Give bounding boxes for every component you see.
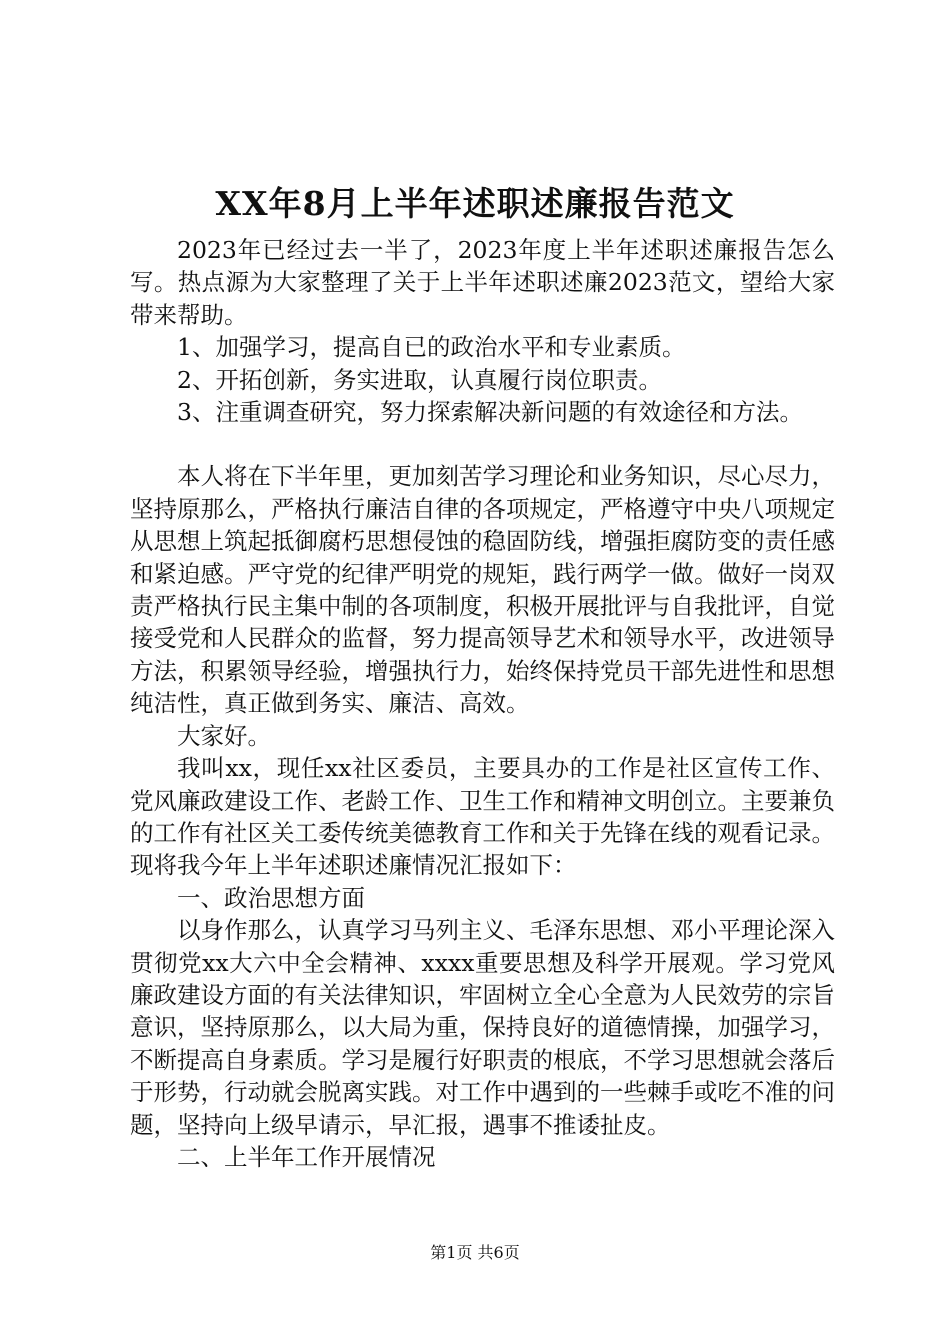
list-item: 3、注重调查研究，努力探索解决新问题的有效途径和方法。 <box>177 398 803 427</box>
section-body-political: 以身作那么，认真学习马列主义、毛泽东思想、邓小平理论深入贯彻党xx大六中全会精神、xxxx重要思想及科学开展观。学习党风廉政建设方面的有关法律知识，牢固树立全心全意为人民效劳的宗旨意识，坚持原那么，以大局为重，保持良好的道德情操，加强学习，不断提高自身素质。学习是履行好职责的根底，不学习思想就会落后于形势，行动就会脱离实践。对工作中遇到的一些棘手或吃不准的问题，坚持向上级早请示，早汇报，遇事不推诿扯皮。 <box>130 916 835 1139</box>
paragraph-spacer <box>130 428 835 460</box>
self-intro-paragraph: 我叫xx，现任xx社区委员，主要具办的工作是社区宣传工作、党风廉政建设工作、老龄工作、卫生工作和精神文明创立。主要兼负的工作有社区关工委传统美德教育工作和关于先锋在线的观看记录。现将我今年上半年述职述廉情况汇报如下： <box>130 754 835 880</box>
document-title: XX年8月上半年述职述廉报告范文 <box>215 184 735 223</box>
intro-paragraph: 2023年已经过去一半了，2023年度上半年述职述廉报告怎么写。热点源为大家整理了关于上半年述职述廉2023范文，望给大家带来帮助。 <box>130 236 835 329</box>
list-item: 2、开拓创新，务实进取，认真履行岗位职责。 <box>177 365 662 394</box>
commitment-paragraph: 本人将在下半年里，更加刻苦学习理论和业务知识，尽心尽力，坚持原那么，严格执行廉洁自律的各项规定，严格遵守中央八项规定从思想上筑起抵御腐朽思想侵蚀的稳固防线，增强拒腐防变的责任感和紧迫感。严守党的纪律严明党的规矩，践行两学一做。做好一岗双责严格执行民主集中制的各项制度，积极开展批评与自我批评，自觉接受党和人民群众的监督，努力提高领导艺术和领导水平，改进领导方法，积累领导经验，增强执行力，始终保持党员干部先进性和思想纯洁性，真正做到务实、廉洁、高效。 <box>130 462 835 718</box>
document-body <box>130 234 835 1173</box>
greeting-paragraph: 大家好。 <box>177 721 271 750</box>
list-item: 1、加强学习，提高自已的政治水平和专业素质。 <box>177 333 686 362</box>
section-heading-political: 一、政治思想方面 <box>177 883 365 912</box>
section-heading-work: 二、上半年工作开展情况 <box>177 1142 436 1171</box>
page-number-footer: 第1页 共6页 <box>430 1243 520 1262</box>
